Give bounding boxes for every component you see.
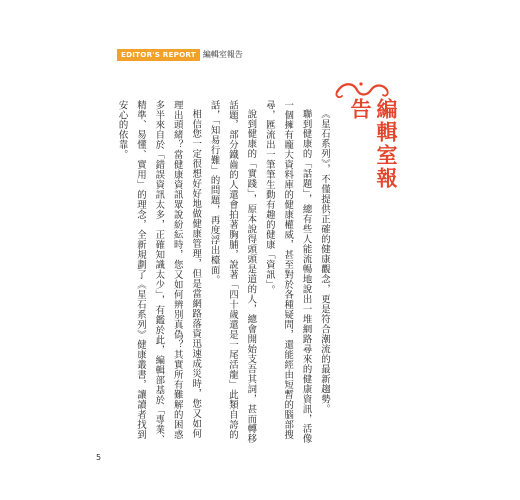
section-title-block: [331, 78, 399, 198]
header-title: 編輯室報告: [202, 50, 243, 59]
paragraph: 說到健康的「實踐」，原本說得頭頭是道的人，總會開始支吾其詞，甚而轉移話題，部分鐵齒的人還會拍著胸脯，說著「四十歲還是一尾活龍」此類自誇的話，「知易行難」的問題，再度浮出檯面。: [208, 100, 257, 445]
running-header: [117, 49, 243, 61]
paragraph: 聯到健康的「話題」，總有些人能流暢地說出一堆網路尋來的健康資訊，活像一個擁有龐大資料庫的健康權威，甚至對於各種疑問，還能經由短暫的腦部搜尋，匯流出一筆筆生動有趣的健康「資訊」。: [263, 100, 312, 445]
paragraph: 《星石系列》，不僅提供正確的健康觀念，更是符合潮流的最新趨勢。: [319, 109, 330, 415]
paragraph: 相信您一定很想好好地做健康管理，但是當網路落資迅速成災時，您又如何理出頭緒？當健康資訊眾說紛紜時，您又如何辨別真偽？其實所有難解的困惑多半來自於「錯誤資訊太多，正確知識太少」，有鑑於此，編輯部基於「專業、精準、易懂、實用」的理念，全新規劃了《星石系列》健康叢書，讓讀者找到安心的依靠。: [116, 100, 202, 445]
header-label: EDITOR'S REPORT: [117, 49, 200, 61]
section-title: 編輯室報告: [348, 98, 399, 190]
article-body: [118, 100, 333, 445]
page-number: 5: [96, 453, 102, 462]
